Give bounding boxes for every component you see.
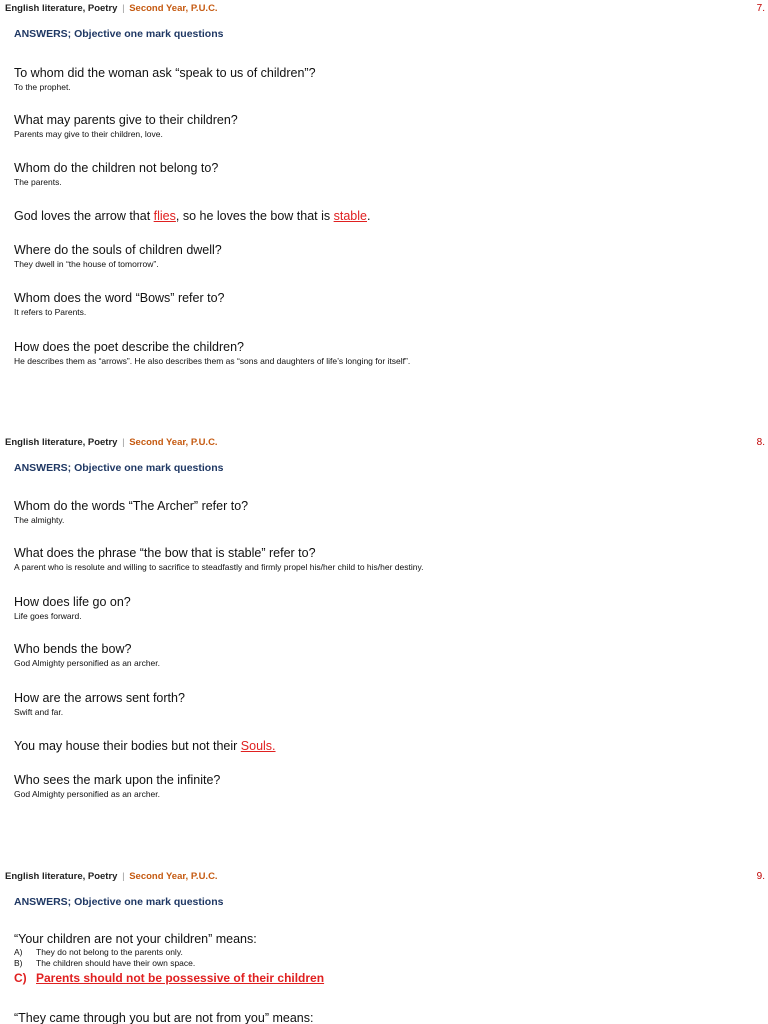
- fill-in-statement: [14, 739, 754, 754]
- header-year: Second Year, P.U.C.: [129, 871, 218, 882]
- section-title: ANSWERS; Objective one mark questions: [14, 462, 224, 474]
- page-7: [0, 0, 768, 434]
- qa-item: [14, 642, 754, 669]
- answer-highlight: flies: [153, 209, 176, 223]
- qa-item: [14, 691, 754, 718]
- question: How does life go on?: [14, 595, 131, 609]
- option-a: [14, 947, 754, 958]
- qa-item: [14, 66, 754, 93]
- answer: A parent who is resolute and willing to sacrifice to steadfastly and firmly propel his/her child to his/her destiny.: [14, 562, 424, 572]
- statement-text: .: [366, 209, 371, 223]
- answer: Life goes forward.: [14, 611, 82, 621]
- header-separator: |: [122, 3, 125, 14]
- mcq-item: [14, 1011, 754, 1024]
- question: Whom do the children not belong to?: [14, 161, 219, 175]
- question: What does the phrase “the bow that is stable” refer to?: [14, 546, 316, 560]
- page-header: [5, 871, 218, 882]
- mcq-item: [14, 932, 754, 986]
- header-separator: |: [122, 871, 125, 882]
- page-8: [0, 434, 768, 868]
- question: How are the arrows sent forth?: [14, 691, 185, 705]
- qa-item: [14, 161, 754, 188]
- page-header: [5, 437, 218, 448]
- question: To whom did the woman ask “speak to us of children”?: [14, 66, 316, 80]
- answer: Parents may give to their children, love.: [14, 129, 163, 139]
- statement-text: God loves the arrow that: [14, 209, 154, 223]
- option-label: C): [14, 971, 27, 985]
- qa-item: [14, 773, 754, 800]
- option-c-correct: [14, 970, 754, 986]
- header-subject: English literature, Poetry: [5, 871, 118, 882]
- answer: God Almighty personified as an archer.: [14, 789, 160, 799]
- question: Whom does the word “Bows” refer to?: [14, 291, 225, 305]
- question: Who bends the bow?: [14, 642, 132, 656]
- qa-item: [14, 546, 754, 573]
- answer: The parents.: [14, 177, 62, 187]
- option-b: [14, 958, 754, 969]
- answer-highlight: stable: [333, 209, 367, 223]
- answer: It refers to Parents.: [14, 307, 87, 317]
- question: Whom do the words “The Archer” refer to?: [14, 499, 249, 513]
- answer: He describes them as “arrows”. He also describes them as “sons and daughters of life’s longing for itself”.: [14, 356, 411, 366]
- option-label: B): [14, 958, 23, 968]
- page-number: 9.: [756, 871, 765, 882]
- statement: [14, 739, 754, 754]
- answer: Swift and far.: [14, 707, 64, 717]
- question: How does the poet describe the children?: [14, 340, 245, 354]
- statement-text: You may house their bodies but not their: [14, 739, 241, 753]
- question: “They came through you but are not from you” means:: [14, 1011, 314, 1024]
- header-year: Second Year, P.U.C.: [129, 437, 218, 448]
- statement-text: , so he loves the bow that is: [175, 209, 334, 223]
- statement: [14, 209, 754, 224]
- page-number: 8.: [756, 437, 765, 448]
- option-text: They do not belong to the parents only.: [36, 947, 183, 957]
- qa-item: [14, 113, 754, 140]
- page-header: [5, 3, 218, 14]
- page-number: 7.: [756, 3, 765, 14]
- question: Who sees the mark upon the infinite?: [14, 773, 221, 787]
- page-9: [0, 868, 768, 1024]
- header-separator: |: [122, 437, 125, 448]
- qa-item: [14, 499, 754, 526]
- fill-in-statement: [14, 209, 754, 224]
- question: “Your children are not your children” means:: [14, 932, 257, 946]
- answer: To the prophet.: [14, 82, 71, 92]
- option-text: The children should have their own space.: [36, 958, 196, 968]
- section-title: ANSWERS; Objective one mark questions: [14, 896, 224, 908]
- qa-item: [14, 243, 754, 270]
- header-year: Second Year, P.U.C.: [129, 3, 218, 14]
- header-subject: English literature, Poetry: [5, 3, 118, 14]
- option-label: A): [14, 947, 23, 957]
- qa-item: [14, 595, 754, 622]
- answer: The almighty.: [14, 515, 65, 525]
- question: Where do the souls of children dwell?: [14, 243, 222, 257]
- question: What may parents give to their children?: [14, 113, 238, 127]
- answer-highlight: Souls.: [240, 739, 276, 753]
- answer: They dwell in “the house of tomorrow”.: [14, 259, 159, 269]
- header-subject: English literature, Poetry: [5, 437, 118, 448]
- section-title: ANSWERS; Objective one mark questions: [14, 28, 224, 40]
- qa-item: [14, 340, 754, 367]
- option-text: Parents should not be possessive of their children: [36, 971, 325, 985]
- qa-item: [14, 291, 754, 318]
- answer: God Almighty personified as an archer.: [14, 658, 160, 668]
